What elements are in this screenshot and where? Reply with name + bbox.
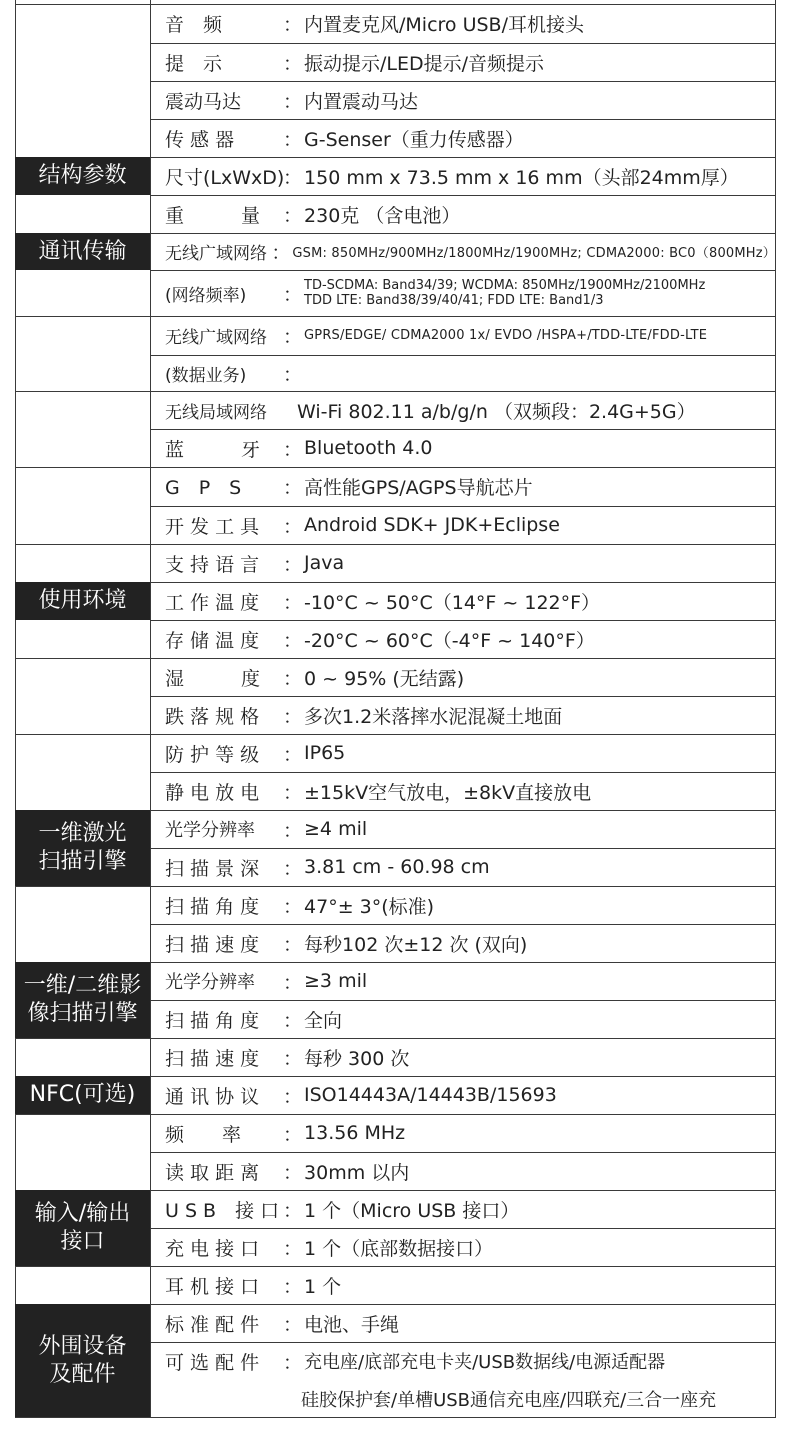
spec-row-drop: [165, 696, 776, 734]
spec-row-gps: [165, 467, 776, 506]
spec-value: IP65: [304, 742, 346, 764]
spec-colon: ：: [283, 438, 303, 461]
spec-label: 尺寸(LxWxD): [165, 166, 285, 189]
category-label: 通讯传输: [38, 238, 127, 264]
spec-value: 内置震动马达: [304, 90, 419, 113]
spec-value: Wi-Fi 802.11 a/b/g/n （双频段：2.4G+5G）: [297, 400, 696, 423]
spec-row-audio: [165, 4, 776, 43]
spec-label: 光学分辨率: [165, 820, 255, 841]
spec-row-nfc-distance: [165, 1152, 776, 1190]
spec-value: 1 个（Micro USB 接口）: [304, 1199, 520, 1222]
spec-value: G-Senser（重力传感器）: [304, 128, 524, 151]
spec-label: 通 讯 协 议: [165, 1085, 260, 1108]
spec-row-operating-temp: [165, 582, 776, 620]
spec-value: 230克 （含电池）: [304, 204, 461, 227]
spec-row-earphone-port: [165, 1266, 776, 1304]
spec-value: 硅胶保护套/单槽USB通信充电座/四联充/三合一座充: [301, 1389, 717, 1411]
spec-colon: ：: [283, 128, 303, 151]
spec-colon: ：: [283, 819, 303, 842]
spec-value: 3.81 cm - 60.98 cm: [304, 856, 490, 878]
spec-label: 读 取 距 离: [165, 1161, 260, 1184]
spec-label: U S B 接 口: [165, 1199, 280, 1222]
spec-label: 无线广域网络: [165, 244, 267, 264]
spec-value: TD-SCDMA: Band34/39; WCDMA: 850MHz/1900MHz/2100MHz TDD LTE: Band38/39/40/41; FDD LTE: Band1/3: [304, 278, 706, 308]
spec-value: 高性能GPS/AGPS导航芯片: [304, 477, 533, 499]
spec-row-imager-speed: [165, 1038, 776, 1076]
spec-colon: ：: [283, 477, 303, 499]
spec-row-storage-temp: [165, 620, 776, 658]
category-environment: [15, 582, 150, 620]
spec-row-bluetooth: [165, 429, 776, 467]
spec-row-imager-resolution: [165, 962, 776, 1000]
spec-label: 无线局域网络: [165, 402, 267, 423]
spec-colon: ：: [283, 629, 303, 652]
table-border-bottom: [15, 1417, 776, 1418]
spec-row-laser-depth: [165, 848, 776, 886]
spec-value: Java: [304, 552, 345, 574]
category-imager: [15, 962, 150, 1038]
spec-value: 150 mm x 73.5 mm x 16 mm（头部24mm厚）: [304, 166, 739, 189]
spec-label: 存 储 温 度: [165, 629, 260, 652]
spec-value: 每秒 300 次: [304, 1047, 410, 1070]
category-structure: [15, 157, 150, 195]
spec-label: 充 电 接 口: [165, 1237, 260, 1260]
spec-colon: ：: [283, 591, 303, 614]
spec-value: -20°C ~ 60°C（-4°F ~ 140°F）: [304, 629, 595, 652]
spec-colon: ：: [283, 743, 303, 766]
spec-label: 重 量: [165, 204, 261, 227]
spec-colon: ：: [283, 971, 303, 994]
spec-value: 0 ~ 95% (无结露): [304, 667, 465, 690]
spec-value: 电池、手绳: [304, 1313, 400, 1336]
spec-colon: ：: [283, 1237, 303, 1260]
spec-row-humidity: [165, 658, 776, 696]
spec-colon: ：: [283, 933, 303, 956]
spec-row-dimensions: [165, 157, 776, 195]
spec-colon: ：: [283, 667, 303, 690]
spec-value: 充电座/底部充电卡夹/USB数据线/电源适配器: [304, 1352, 666, 1373]
spec-value: ≥4 mil: [304, 818, 368, 840]
spec-label: 光学分辨率: [165, 972, 255, 993]
category-label: 使用环境: [38, 588, 127, 613]
spec-row-usb-port: [165, 1190, 776, 1228]
spec-label: 可 选 配 件: [165, 1351, 260, 1374]
spec-value: GSM: 850MHz/900MHz/1800MHz/1900MHz; CDMA2000: BC0（800MHz）: [292, 246, 776, 261]
spec-label: 支 持 语 言: [165, 553, 260, 576]
category-label: 输入/输出 接口: [34, 1201, 131, 1254]
spec-row-wwan-data-cont: [165, 355, 776, 391]
spec-colon: ：: [283, 1313, 303, 1336]
spec-colon: ：: [283, 1009, 303, 1032]
spec-label: 无线广域网络: [165, 328, 267, 348]
spec-label: (数据业务): [165, 365, 247, 386]
spec-label: 开 发 工 具: [165, 515, 260, 538]
spec-value: 1 个: [304, 1275, 342, 1298]
spec-colon: ：: [283, 705, 303, 728]
spec-row-alert: [165, 43, 776, 81]
spec-colon: ：: [283, 1351, 303, 1374]
category-1d-laser: [15, 810, 150, 886]
spec-value: Bluetooth 4.0: [304, 437, 433, 459]
spec-label: 扫 描 速 度: [165, 933, 260, 956]
spec-row-esd: [165, 772, 776, 810]
spec-row-wwan-frequency-cont: [165, 270, 776, 316]
spec-value: 内置麦克风/Micro USB/耳机接头: [304, 14, 584, 36]
category-label: 结构参数: [38, 163, 127, 188]
spec-label: 蓝 牙: [165, 438, 261, 461]
spec-row-imager-angle: [165, 1000, 776, 1038]
table-column-divider: [150, 0, 151, 1418]
spec-row-charge-port: [165, 1228, 776, 1266]
spec-colon: ：: [283, 781, 303, 804]
spec-label: 音 频: [165, 14, 223, 36]
spec-row-wwan-data: [165, 316, 776, 355]
category-label: 外围设备 及配件: [38, 1333, 127, 1387]
category-label: 一维/二维影 像扫描引擎: [23, 973, 142, 1026]
spec-value: ≥3 mil: [304, 970, 368, 992]
spec-table: [15, 0, 776, 1418]
spec-value: ISO14443A/14443B/15693: [304, 1084, 557, 1106]
spec-value: -10°C ~ 50°C（14°F ~ 122°F）: [304, 591, 601, 614]
spec-colon: ：: [283, 52, 303, 75]
spec-colon: ：: [283, 363, 303, 386]
spec-colon: ：: [283, 1047, 303, 1070]
spec-row-vibration: [165, 81, 776, 119]
spec-colon: ：: [283, 283, 303, 306]
spec-colon: ：: [271, 242, 291, 264]
spec-colon: ：: [283, 1123, 303, 1146]
spec-label: 跌 落 规 格: [165, 705, 260, 728]
spec-label: 扫 描 角 度: [165, 1009, 260, 1032]
spec-row-laser-speed: [165, 924, 776, 962]
spec-colon: ：: [283, 166, 303, 189]
spec-label: 扫 描 景 深: [165, 857, 260, 880]
spec-colon: ：: [283, 1085, 303, 1108]
spec-value: 全向: [304, 1009, 343, 1032]
spec-value: 多次1.2米落摔水泥混凝土地面: [304, 705, 563, 728]
spec-value: Android SDK+ JDK+Eclipse: [304, 514, 560, 536]
spec-row-language: [165, 544, 776, 582]
spec-colon: ：: [283, 90, 303, 113]
category-nfc: [15, 1076, 150, 1114]
spec-colon: ：: [283, 1199, 303, 1222]
spec-label: (网络频率): [165, 285, 247, 306]
spec-label: G P S: [165, 477, 242, 499]
spec-colon: ：: [283, 14, 303, 36]
spec-colon: ：: [283, 1275, 303, 1298]
spec-colon: ：: [283, 1161, 303, 1184]
category-io: [15, 1190, 150, 1266]
spec-row-wlan: [165, 391, 776, 429]
spec-label: 工 作 温 度: [165, 591, 260, 614]
spec-colon: ：: [283, 515, 303, 538]
spec-row-sensor: [165, 119, 776, 157]
spec-row-laser-resolution: [165, 810, 776, 848]
category-label: NFC(可选): [29, 1082, 136, 1107]
category-communication: [15, 233, 150, 270]
spec-label: 传 感 器: [165, 128, 235, 151]
spec-row-dev-tools: [165, 506, 776, 544]
spec-label: 静 电 放 电: [165, 781, 260, 804]
spec-label: 防 护 等 级: [165, 743, 260, 766]
category-label: 一维激光 扫描引擎: [38, 821, 127, 874]
spec-colon: ：: [283, 204, 303, 227]
spec-label: 扫 描 角 度: [165, 895, 260, 918]
spec-label: 耳 机 接 口: [165, 1275, 260, 1298]
spec-value: 振动提示/LED提示/音频提示: [304, 52, 545, 75]
spec-colon: ：: [283, 553, 303, 576]
spec-colon: ：: [283, 895, 303, 918]
spec-label: 提 示: [165, 52, 223, 75]
spec-value: GPRS/EDGE/ CDMA2000 1x/ EVDO /HSPA+/TDD-LTE/FDD-LTE: [304, 328, 708, 343]
spec-row-optional-accessories: [165, 1342, 776, 1380]
spec-value: 47°± 3°(标准): [304, 895, 435, 918]
spec-label: 震动马达: [165, 90, 242, 113]
spec-value: 1 个（底部数据接口）: [304, 1237, 494, 1260]
spec-label: 频 率: [165, 1123, 242, 1146]
spec-row-standard-accessories: [165, 1304, 776, 1342]
spec-row-laser-angle: [165, 886, 776, 924]
spec-row-ip-rating: [165, 734, 776, 772]
spec-colon: ：: [283, 857, 303, 880]
spec-value: ±15kV空气放电，±8kV直接放电: [304, 781, 592, 804]
spec-colon: ：: [283, 326, 303, 348]
category-accessories: [15, 1304, 150, 1417]
spec-label: 扫 描 速 度: [165, 1047, 260, 1070]
spec-value: 13.56 MHz: [304, 1122, 406, 1144]
spec-row-optional-accessories-cont: [165, 1380, 776, 1417]
spec-row-nfc-protocol: [165, 1076, 776, 1114]
spec-row-nfc-frequency: [165, 1114, 776, 1152]
spec-value: 每秒102 次±12 次 (双向): [304, 933, 528, 956]
spec-value: 30mm 以内: [304, 1161, 410, 1184]
spec-label: 湿 度: [165, 667, 261, 690]
spec-row-weight: [165, 195, 776, 233]
spec-row-wwan-frequency: [165, 233, 776, 270]
spec-label: 标 准 配 件: [165, 1313, 260, 1336]
